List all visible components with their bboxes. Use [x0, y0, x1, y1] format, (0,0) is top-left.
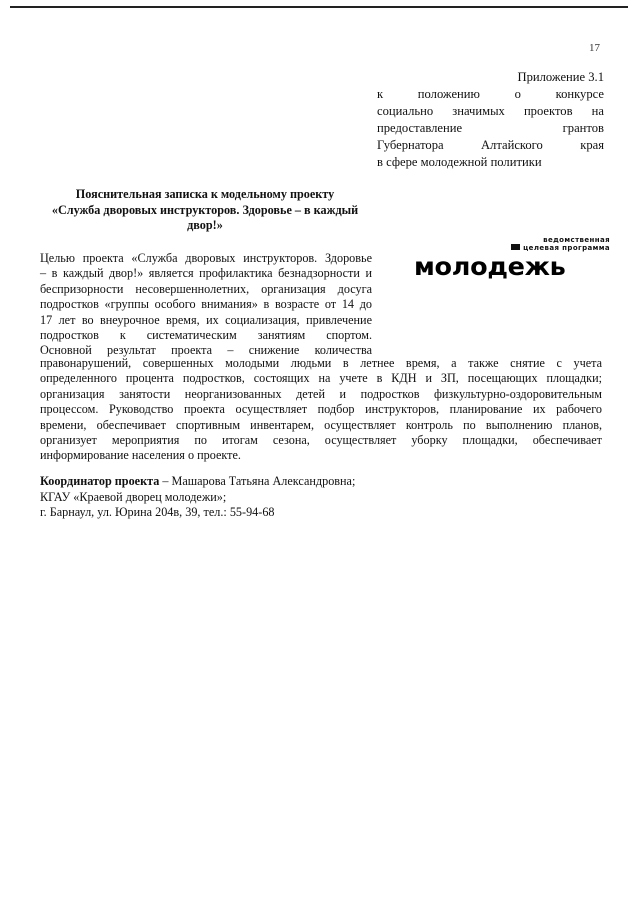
appendix-line: предоставление грантов: [377, 121, 604, 135]
document-heading: [40, 187, 370, 234]
paragraph-line: подростков к систематическим занятиям спортом.: [40, 328, 372, 343]
appendix-line: Губернатора Алтайского края: [377, 138, 604, 152]
appendix-block: [377, 69, 604, 171]
appendix-title: Приложение 3.1: [517, 70, 604, 84]
molodezh-logo: [414, 236, 614, 286]
paragraph-line: Основной результат проекта – снижение количества: [40, 343, 372, 358]
coordinator-organization: КГАУ «Краевой дворец молодежи»;: [40, 489, 227, 504]
appendix-line: социально значимых проектов на: [377, 104, 604, 118]
paragraph-line: беспризорности несовершеннолетних, организация досуга: [40, 281, 372, 296]
paragraph-line: подростков «группы особого внимания» в возрасте от 14 до: [40, 297, 372, 312]
heading-line: «Служба дворовых инструкторов. Здоровье – в каждый: [51, 202, 359, 217]
logo-tagline: ведомственная: [543, 236, 610, 244]
coordinator-block: [40, 474, 600, 521]
top-border-line: [10, 6, 628, 8]
heading-line: двор!»: [187, 218, 223, 232]
page-number: 17: [589, 42, 600, 54]
coordinator-name: Машарова Татьяна Александровна;: [171, 474, 356, 488]
appendix-line: в сфере молодежной политики: [377, 155, 542, 169]
paragraph-line: организует мероприятия по итогам сезона, осуществляет уборку площадки, обеспечивает: [40, 433, 602, 448]
logo-wordmark: молодежь: [414, 252, 566, 281]
logo-tagline-row: [414, 244, 610, 252]
coordinator-address: г. Барнаул, ул. Юрина 204в, 39, тел.: 55-94-68: [40, 505, 275, 520]
coordinator-line: [40, 474, 600, 490]
paragraph-line: процессом. Руководство проекта осуществляет подбор инструкторов, планирование их рабочего: [40, 402, 602, 417]
logo-square-icon: [511, 244, 520, 250]
paragraph-line: Целью проекта «Служба дворовых инструкторов. Здоровье: [40, 251, 372, 265]
paragraph-line: времени, обеспечивает спортивным инвентарем, осуществляет контроль по выполнению планов,: [40, 417, 602, 432]
description-intro: [40, 251, 372, 359]
heading-line: Пояснительная записка к модельному проекту: [75, 187, 335, 201]
description-continued: [40, 356, 602, 464]
paragraph-line: 17 лет во внеурочное время, их социализация, привлечение: [40, 312, 372, 327]
coordinator-dash: –: [159, 474, 172, 488]
paragraph-line: информирование населения о проекте.: [40, 448, 241, 463]
coordinator-label: Координатор проекта: [40, 474, 160, 488]
appendix-line: к положению о конкурсе: [377, 87, 604, 101]
paragraph-line: – в каждый двор!» является профилактика безнадзорности и: [40, 266, 372, 281]
logo-tagline: целевая программа: [523, 244, 610, 252]
paragraph-line: правонарушений, совершенных молодыми людьми в летнее время, а также снятие с учета: [40, 356, 602, 370]
paragraph-line: организация занятости неорганизованных детей и подростков физкультурно-оздоровительным: [40, 386, 602, 401]
paragraph-line: определенного процента подростков, состоящих на учете в КДН и ЗП, посещающих площадки;: [40, 371, 602, 386]
